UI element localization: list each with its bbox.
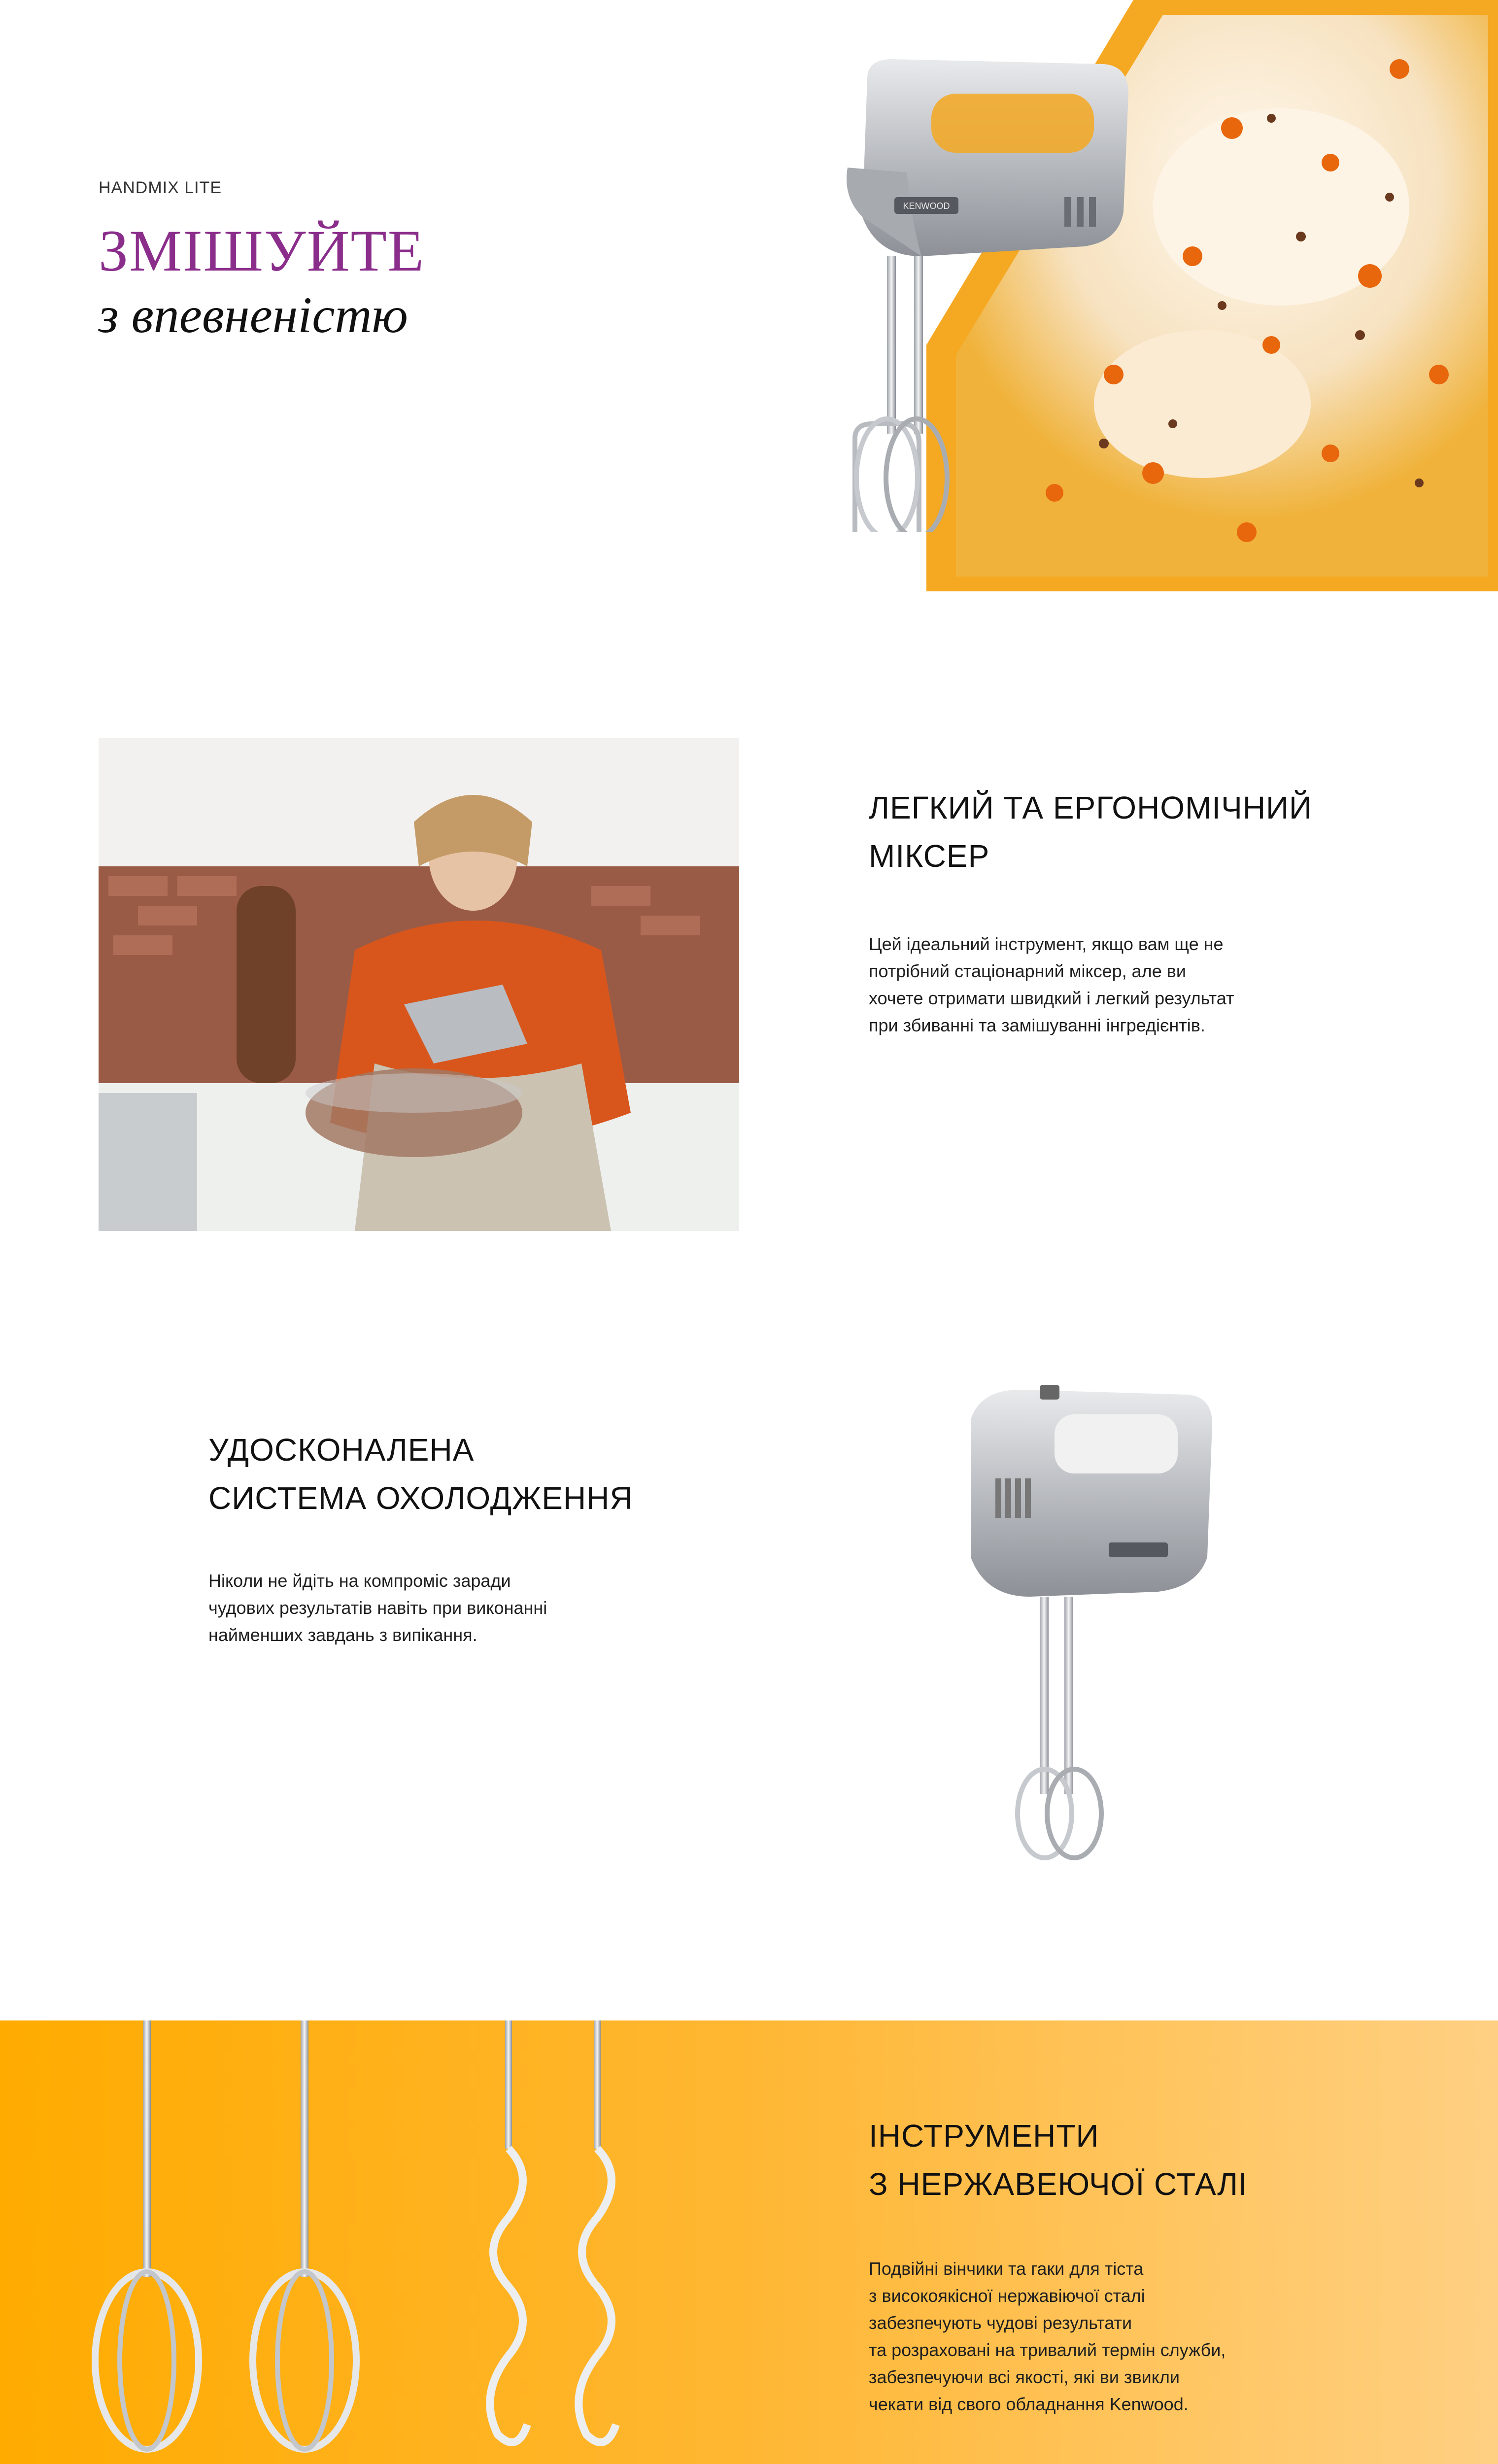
- feature-1-text: Цей ідеальний інструмент, якщо вам ще не потрібний стаціонарний міксер, але ви хочете отримати швидкий і легкий результат при збиванні та замішуванні інгредієнтів.: [869, 934, 1234, 1035]
- mixer-image: [808, 49, 1153, 532]
- hero-title: ЗМІШУЙТЕ: [99, 218, 425, 283]
- feature-1-title: ЛЕГКИЙ ТА ЕРГОНОМІЧНИЙ МІКСЕР: [869, 790, 1313, 874]
- hero-subtitle: з впевненістю: [99, 287, 408, 343]
- feature-3-text: Подвійні вінчики та гаки для тіста з високоякісної нержавіючої сталі забезпечують чудові результати та розраховані на тривалий термін служби, забезпечуючи всі якості, які ви звикли чекати від свого обладнання Kenwood.: [869, 2259, 1226, 2414]
- feature-2-text: Ніколи не йдіть на компроміс заради чудових результатів навіть при виконанні найменших завдань з випікання.: [208, 1571, 547, 1645]
- product-label: HANDMIX LITE: [99, 178, 222, 197]
- brand-logo: KENWOOD: [903, 201, 950, 211]
- mixer-image: [931, 1380, 1247, 1863]
- feature-2-title: УДОСКОНАЛЕНА СИСТЕМА ОХОЛОДЖЕННЯ: [208, 1432, 633, 1516]
- whisk-image: [84, 2020, 655, 2464]
- dough-hook-image: [490, 2020, 616, 2442]
- woman-mixing-photo: [99, 738, 739, 1231]
- feature-3-title: ІНСТРУМЕНТИ З НЕРЖАВЕЮЧОЇ СТАЛІ: [869, 2118, 1248, 2202]
